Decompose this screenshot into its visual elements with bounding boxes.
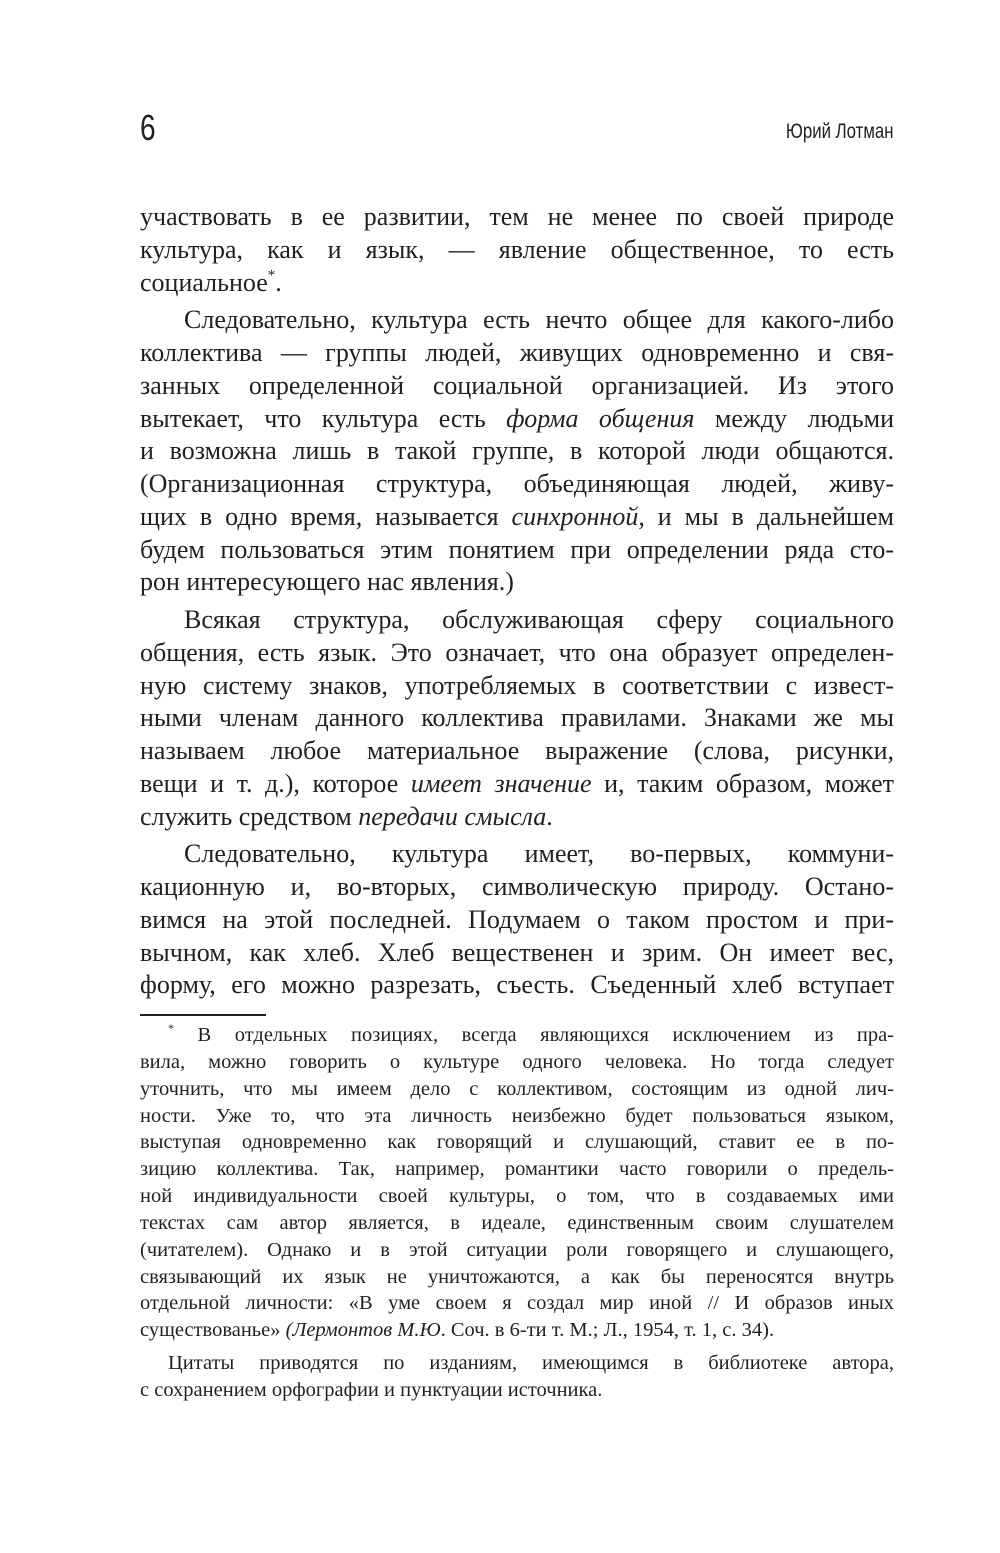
text-run: между людьми [714,403,895,433]
text-run: и мы в дальнейшем [657,501,895,531]
text-run: В отдельных позициях, всегда являющихся исключением из пра- [197,1024,894,1046]
page-header [140,108,894,158]
text-line: вычном, как хлеб. Хлеб вещественен и зрим. Он имеет вес, [140,937,894,967]
footnote-separator [140,1014,266,1016]
text-line: культура, как и язык, — явление общественное, то есть [140,234,894,264]
text-line: будем пользоваться этим понятием при определении ряда сто- [140,534,894,564]
footnote-line: текстах сам автор является, в идеале, единственным своим слушателем [140,1211,894,1234]
italic-term: передачи смысла [358,801,547,831]
text-line: кационную и, во-вторых, символическую природу. Остано- [140,872,894,901]
running-head-author: Юрий Лотман [786,120,894,143]
text-line [140,267,894,300]
footnote-line: (читателем). Однако и в этой ситуации роли говорящего и слушающего, [140,1238,894,1261]
text-run: существованье» [140,1319,281,1342]
footnote [140,1022,894,1404]
text-run: и, таким образом, может [604,768,895,798]
footnote-line: с сохранением орфографии и пунктуации источника. [140,1378,603,1401]
text-line: участвовать в ее развитии, тем не менее по своей природе [140,202,894,231]
text-line: Следовательно, культура имеет, во-первых, коммуни- [184,839,894,869]
footnote-line: выступая одновременно как говорящий и слушающий, ставит ее в по- [140,1131,894,1154]
text-run: . Соч. в 6-ти т. М.; Л., 1954, т. 1, с. 34). [440,1319,775,1342]
text-line: Следовательно, культура есть нечто общее для какого-либо [184,305,894,335]
text-line: занных определенной социальной организацией. Из этого [140,370,894,400]
text-line [140,801,894,834]
footnote-line [140,1022,894,1049]
text-run: служить средством [140,801,352,831]
italic-term: синхронной, [511,501,645,531]
text-line: коллектива — группы людей, живущих одновременно и свя- [140,338,894,367]
main-text [140,201,894,1002]
text-line [140,403,894,436]
text-line: (Организационная структура, объединяющая людей, живу- [140,469,894,498]
citation-author: (Лермонтов М.Ю [285,1319,441,1342]
text-line [140,501,894,534]
text-run: . [275,267,282,297]
footnote-line: связывающий их язык не уничтожаются, а как бы переносятся внутрь [140,1265,894,1288]
footnote-line: ности. Уже то, что эта личность неизбежно будет пользоваться языком, [140,1104,894,1127]
text-run: социальное [140,267,268,297]
footnote-line: зицию коллектива. Так, например, романтики часто говорили о предель- [140,1158,894,1181]
footnote-line: отдельной личности: «В уме своем я создал мир иной // И образов иных [140,1292,894,1315]
text-run: вещи и т. д.), которое [140,768,399,798]
text-run: . [546,801,553,831]
text-line: форму, его можно разрезать, съесть. Съеденный хлеб вступает [140,970,894,1000]
footnote-line: уточнить, что мы имеем дело с коллективом, состоящим из одной лич- [140,1077,894,1100]
text-run: щих в одно время, называется [140,501,499,531]
footnote-line: ной индивидуальности своей культуры, о том, что в создаваемых ими [140,1185,894,1208]
text-line: вимся на этой последней. Подумаем о таком простом и при- [140,904,894,934]
text-line: общения, есть язык. Это означает, что она образует определен- [140,637,894,667]
footnote-line [140,1317,894,1344]
footnote-marker: * [168,1021,174,1036]
text-line: ную систему знаков, употребляемых в соответствии с извест- [140,670,894,700]
italic-term: форма общения [506,403,695,433]
text-line: называем любое материальное выражение (слова, рисунки, [140,736,894,765]
text-line: рон интересующего нас явления.) [140,567,514,597]
italic-term: имеет значение [410,768,592,798]
footnote-line: вила, можно говорить о культуре одного человека. Но тогда следует [140,1050,894,1073]
footnote-line: Цитаты приводятся по изданиям, имеющимся в библиотеке автора, [168,1352,894,1375]
page-number: 6 [140,107,156,148]
text-line [140,768,894,801]
footnote-reference[interactable]: * [267,267,276,284]
text-line: Всякая структура, обслуживающая сферу социального [184,605,894,634]
text-line: ными членам данного коллектива правилами. Знаками же мы [140,703,894,733]
text-line: и возможна лишь в такой группе, в которой люди общаются. [140,436,894,466]
text-run: вытекает, что культура есть [140,403,486,433]
